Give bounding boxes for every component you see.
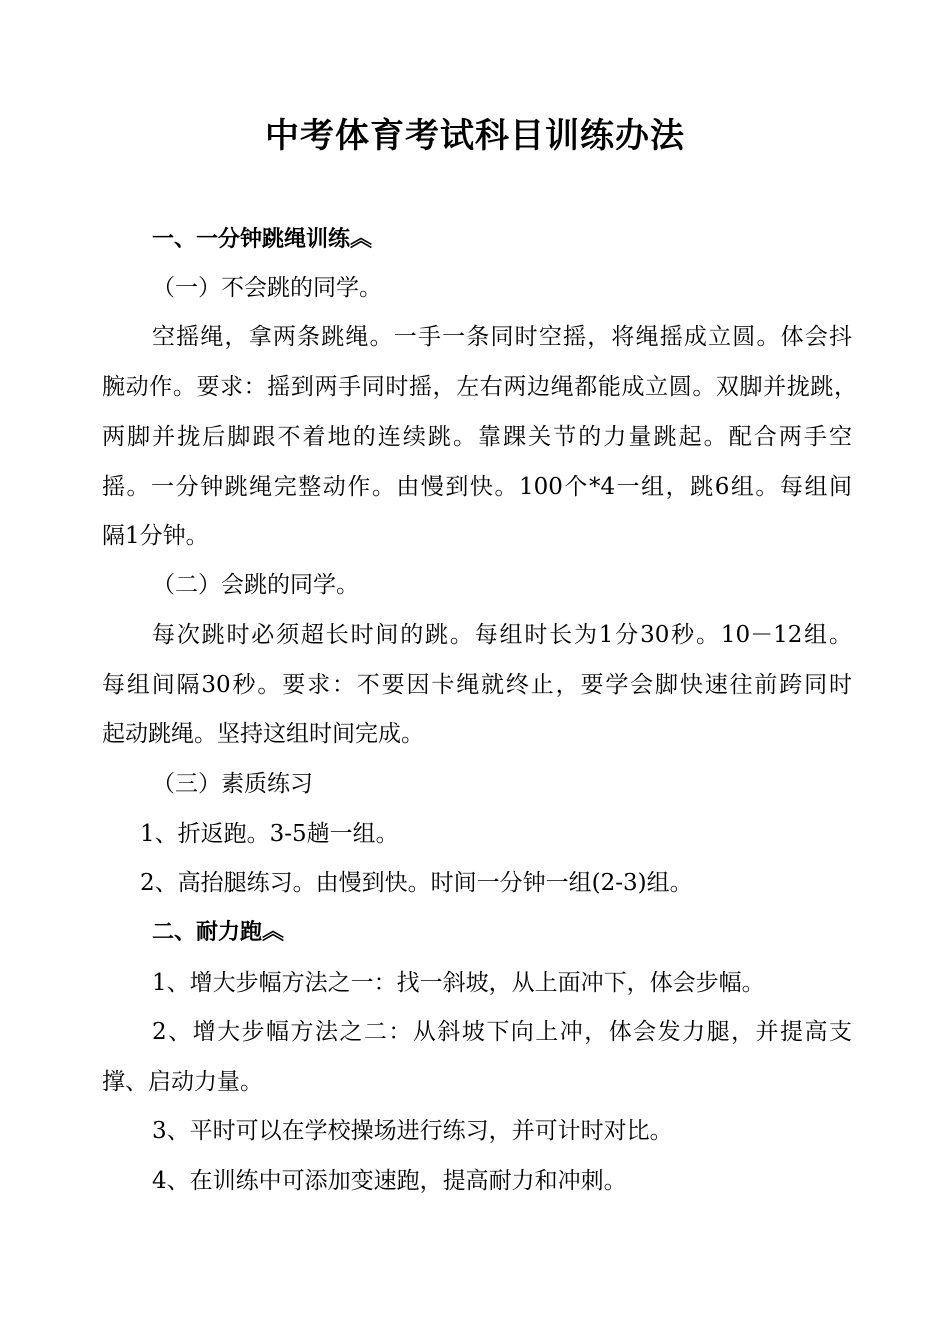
list-item: 1、增大步幅方法之一：找一斜坡，从上面冲下，体会步幅。: [152, 970, 765, 996]
paragraph-line: 起动跳绳。坚持这组时间完成。: [102, 721, 424, 747]
subsection-heading-fitness: （三）素质练习: [152, 771, 313, 797]
paragraph-line: 每次跳时必须超长时间的跳。每组时长为1分30秒。10－12组。: [152, 622, 852, 648]
subsection-heading-beginners: （一）不会跳的同学。: [152, 275, 382, 301]
list-item-continuation: 撑、启动力量。: [102, 1069, 263, 1095]
list-item: 2、高抬腿练习。由慢到快。时间一分钟一组(2-3)组。: [140, 870, 693, 896]
paragraph-line: 两脚并拢后脚跟不着地的连续跳。靠踝关节的力量跳起。配合两手空: [102, 424, 852, 450]
list-item: 4、在训练中可添加变速跑，提高耐力和冲刺。: [152, 1168, 627, 1194]
list-item: 2、增大步幅方法之二：从斜坡下向上冲，体会发力腿，并提高支: [152, 1019, 852, 1045]
section-heading-rope-skipping: 一、一分钟跳绳训练︽: [152, 227, 373, 252]
section-heading-endurance-run: 二、耐力跑︽: [152, 920, 285, 945]
paragraph-line: 隔1分钟。: [102, 523, 209, 549]
subsection-heading-skilled: （二）会跳的同学。: [152, 572, 359, 598]
list-item: 3、平时可以在学校操场进行练习，并可计时对比。: [152, 1118, 673, 1144]
paragraph-line: 空摇绳，拿两条跳绳。一手一条同时空摇，将绳摇成立圆。体会抖: [152, 324, 852, 350]
paragraph-line: 每组间隔30秒。要求：不要因卡绳就终止，要学会脚快速往前跨同时: [102, 672, 852, 698]
document-title: 中考体育考试科目训练办法: [265, 116, 685, 156]
paragraph-line: 摇。一分钟跳绳完整动作。由慢到快。100个*4一组，跳6组。每组间: [102, 474, 852, 500]
list-item: 1、折返跑。3-5趟一组。: [140, 821, 399, 847]
paragraph-line: 腕动作。要求：摇到两手同时摇，左右两边绳都能成立圆。双脚并拢跳，: [102, 374, 857, 400]
